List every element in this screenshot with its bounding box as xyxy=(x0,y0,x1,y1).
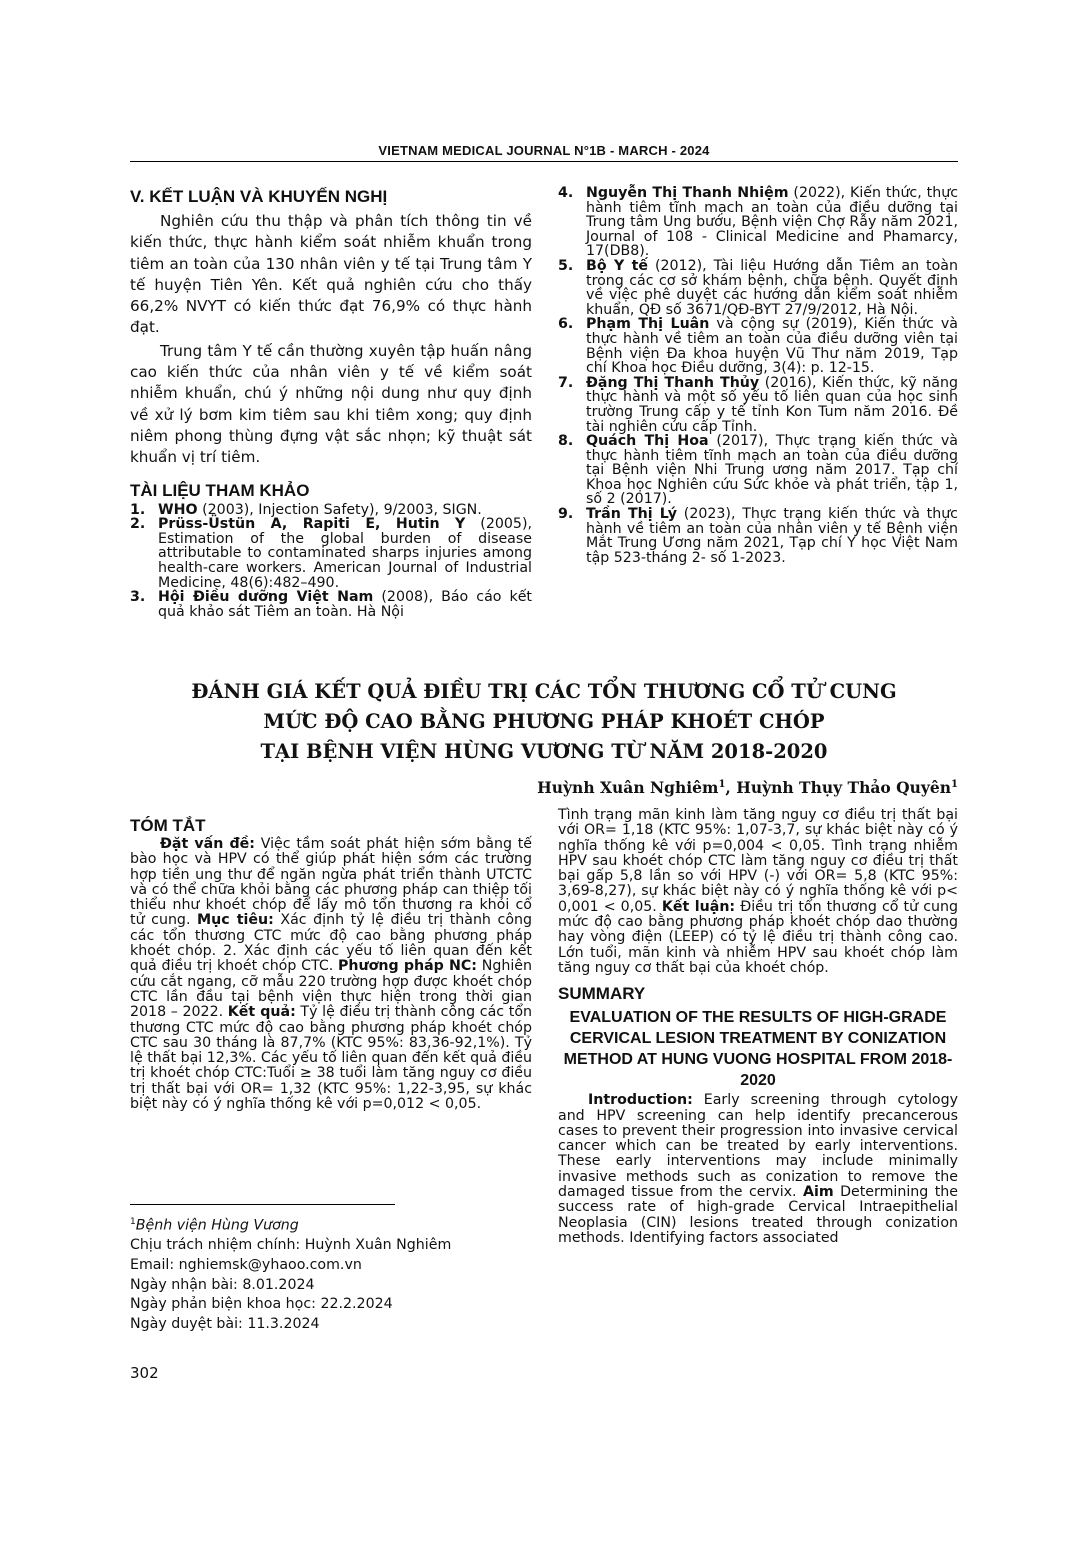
reference-item xyxy=(558,259,958,317)
reference-number: 1. xyxy=(130,501,146,518)
reference-details: (2005), Estimation of the global burden of disease attributable to contaminated sharps injuries among health-care workers. American Journal of Industrial Medicine, 48(6):482–490. xyxy=(158,516,532,591)
reference-number: 3. xyxy=(130,589,146,606)
footnote-email: Email: nghiemsk@yhaoo.com.vn xyxy=(130,1256,362,1273)
text-phuong-phap: Nghiên cứu cắt ngang, cỡ mẫu 220 trường hợp được khoét chóp CTC lần đầu tại bệnh viện thực hiện trong thời gian 2018 – 2022. xyxy=(130,958,532,1021)
reference-author: Phạm Thị Luân xyxy=(586,316,710,333)
authors xyxy=(537,778,958,797)
footnote-affiliation-text: Bệnh viện Hùng Vương xyxy=(135,1217,299,1234)
reference-item xyxy=(558,434,958,507)
references-heading: TÀI LIỆU THAM KHẢO xyxy=(130,480,310,500)
reference-text xyxy=(586,376,958,434)
footnote-received: Ngày nhận bài: 8.01.2024 xyxy=(130,1276,315,1293)
author-2: Huỳnh Thụy Thảo Quyên xyxy=(736,778,952,797)
author-separator: , xyxy=(725,778,737,797)
article-title-line-2: MỨC ĐỘ CAO BẰNG PHƯƠNG PHÁP KHOÉT CHÓP xyxy=(263,710,825,733)
article-title-line-3: TẠI BỆNH VIỆN HÙNG VƯƠNG TỪ NĂM 2018-2020 xyxy=(260,740,828,763)
footnote-rule xyxy=(130,1204,395,1205)
article-title-line-1: ĐÁNH GIÁ KẾT QUẢ ĐIỀU TRỊ CÁC TỔN THƯƠNG CỔ TỬ CUNG xyxy=(191,680,897,703)
reference-author: Bộ Y tế xyxy=(586,257,649,274)
reference-details: (2016), Kiến thức, kỹ năng thực hành và một số yếu tố liên quan của học sinh trường Trung cấp y tế tỉnh Kon Tum năm 2016. Đề tài nghiên cứu cấp Tỉnh. xyxy=(586,374,958,435)
reference-author: Trần Thị Lý xyxy=(586,506,678,523)
footnote-responsible: Chịu trách nhiệm chính: Huỳnh Xuân Nghiêm xyxy=(130,1237,452,1254)
journal-header: VIETNAM MEDICAL JOURNAL N°1B - MARCH - 2024 xyxy=(378,143,710,158)
conclusion-heading: V. KẾT LUẬN VÀ KHUYẾN NGHỊ xyxy=(130,187,388,206)
author-1: Huỳnh Xuân Nghiêm xyxy=(537,778,719,797)
reference-list-left xyxy=(130,503,532,620)
reference-number: 8. xyxy=(558,433,574,450)
abstract-right-column xyxy=(558,808,958,1246)
article-title xyxy=(130,677,958,767)
abstract-vi-continued xyxy=(558,808,958,976)
abstract-vi-body xyxy=(130,837,532,1112)
right-column-top xyxy=(558,186,958,565)
reference-item xyxy=(558,186,958,259)
reference-list-right xyxy=(558,186,958,565)
reference-number: 4. xyxy=(558,185,574,201)
label-introduction: Introduction: xyxy=(588,1092,693,1109)
reference-details: (2012), Tài liệu Hướng dẫn Tiêm an toàn trong các cơ sở khám bệnh, chữa bệnh. Quyết định về việc phê duyệt các hướng dẫn kiểm soát nhiễm khuẩn, QĐ số 3671/QĐ-BYT 27/9/2012, Hà Nội. xyxy=(586,257,958,318)
footnote xyxy=(130,1213,451,1334)
reference-text xyxy=(586,317,958,375)
abstract-vi-column xyxy=(130,816,532,1112)
text-ket-luan: Điều trị tổn thương cổ tử cung mức độ cao bằng phương pháp khoét chóp dao thường hay vòng điện (LEEP) có tỷ lệ điều trị thành công cao. Lớn tuổi, mãn kinh và nhiễm HPV sau khoét chóp làm tăng nguy cơ thất bại của khoét chóp. xyxy=(558,898,958,976)
abstract-vi-heading: TÓM TẮT xyxy=(130,816,206,835)
reference-number: 9. xyxy=(558,506,574,523)
reference-details: (2008), Báo cáo kết quả khảo sát Tiêm an toàn. Hà Nội xyxy=(158,589,532,620)
reference-details: (2022), Kiến thức, thực hành tiêm tĩnh mạch an toàn của điều dưỡng tại Trung tâm Ung bướu, Bệnh viện Chợ Rẫy năm 2021, Journal of 108 - Clinical Medicine and Phamarcy, 17(DB8). xyxy=(586,185,958,260)
left-column-top xyxy=(130,187,532,619)
text-introduction: Early screening through cytology and HPV screening can help identify precancerous cases to prevent their progression into invasive cervical cancer which can be treated by early interventions. These early interventions may include minimally invasive methods such as conization to remove the damaged tissue from the cervix. xyxy=(558,1092,958,1201)
reference-number: 5. xyxy=(558,257,574,274)
text-aim: Determining the success rate of high-grade Cervical Intraepithelial Neoplasia (CIN) lesions treated through conization methods. Identifying factors associated xyxy=(558,1184,958,1246)
label-aim: Aim xyxy=(803,1184,834,1201)
page-number: 302 xyxy=(130,1364,159,1382)
header-rule xyxy=(130,161,958,162)
reference-author: Prüss-Üstün A, Rapiti E, Hutin Y xyxy=(158,516,466,533)
summary-title: EVALUATION OF THE RESULTS OF HIGH-GRADE CERVICAL LESION TREATMENT BY CONIZATION METHOD AT HUNG VUONG HOSPITAL FROM 2018-2020 xyxy=(563,1009,953,1090)
reference-text xyxy=(158,503,532,518)
label-muc-tieu: Mục tiêu: xyxy=(197,912,274,929)
summary-heading: SUMMARY xyxy=(558,984,646,1004)
reference-number: 6. xyxy=(558,316,574,333)
reference-item xyxy=(558,317,958,375)
footnote-accepted: Ngày duyệt bài: 11.3.2024 xyxy=(130,1315,320,1332)
label-ket-luan: Kết luận: xyxy=(661,898,736,915)
reference-number: 2. xyxy=(130,516,146,533)
label-phuong-phap: Phương pháp NC: xyxy=(338,958,477,975)
reference-item xyxy=(130,503,532,518)
text-dat-van-de: Việc tầm soát phát hiện sớm bằng tế bào học và HPV có thể giúp phát hiện sớm các trường hợp tiền ung thư để ngăn ngừa phát triển thành UTCTC và có thể chữa khỏi bằng các phương pháp can thiệp tối thiểu như khoét chóp để lấy mô tổn thương ra khỏi cổ tử cung. xyxy=(130,836,532,929)
reference-details: (2023), Thực trạng kiến thức và thực hành về tiêm an toàn của nhân viên y tế Bệnh viện Mắt Trung Ương năm 2021, Tạp chí Y học Việt Nam tập 523-tháng 2- số 1-2023. xyxy=(586,506,958,566)
conclusion-paragraph-1: Nghiên cứu thu thập và phân tích thông tin về kiến thức, thực hành kiểm soát nhiễm khuẩn trong tiêm an toàn của 130 nhân viên y tế tại Trung tâm Y tế huyện Tiên Yên. Kết quả nghiên cứu cho thấy 66,2% NVYT có kiến thức đạt 76,9% có thực hành đạt. xyxy=(130,212,532,337)
affiliation-mark-2: 1 xyxy=(951,778,958,790)
reference-details: và cộng sự (2019), Kiến thức và thực hành về tiêm an toàn của điều dưỡng viên tại Bệnh viện Đa khoa huyện Vũ Thư năm 2019, Tạp chí Khoa học Điều dưỡng, 3(4): p. 12-15. xyxy=(586,316,958,377)
footnote-reviewed: Ngày phản biện khoa học: 22.2.2024 xyxy=(130,1296,393,1313)
conclusion-paragraph-2: Trung tâm Y tế cần thường xuyên tập huấn nâng cao kiến thức của nhân viên y tế về kiểm soát nhiễm khuẩn, chú ý những nội dung như quy định về xử lý bơm kim tiêm sau khi tiêm xong; quy định niêm phong thùng đựng vật sắc nhọn; kỹ thuật sát khuẩn vị trí tiêm. xyxy=(130,341,532,467)
text-muc-tieu: Xác định tỷ lệ điều trị thành công các tổn thương CTC mức độ cao bằng phương pháp khoét chóp. 2. Xác định các yếu tố liên quan đến kết quả điều trị khoét chóp CTC. xyxy=(130,912,533,975)
label-ket-qua: Kết quả: xyxy=(227,1004,296,1021)
reference-author: Nguyễn Thị Thanh Nhiệm xyxy=(586,185,789,201)
reference-item xyxy=(558,507,958,565)
reference-details: (2003), Injection Safety), 9/2003, SIGN. xyxy=(197,501,482,518)
reference-author: WHO xyxy=(158,501,198,518)
label-dat-van-de: Đặt vấn đề: xyxy=(160,836,255,852)
affiliation-mark-1: 1 xyxy=(718,778,726,790)
reference-text xyxy=(586,507,958,565)
reference-item xyxy=(558,376,958,434)
summary-body xyxy=(558,1093,958,1246)
reference-text xyxy=(586,259,958,317)
reference-author: Quách Thị Hoa xyxy=(586,433,709,450)
reference-text xyxy=(586,186,958,259)
reference-text xyxy=(158,517,532,590)
reference-details: (2017), Thực trạng kiến thức và thực hành tiêm tĩnh mạch an toàn của điều dưỡng tại Bệnh viện Nhi Trung ương năm 2017. Tạp chí Khoa học Nghiên cứu Sức khỏe và phát triển, tập 1, số 2 (2017). xyxy=(586,433,958,508)
reference-number: 7. xyxy=(558,374,574,391)
reference-text xyxy=(158,590,532,619)
text-ket-qua: Tỷ lệ điều trị thành công các tổn thương CTC mức độ cao bằng phương pháp khoét chóp CTC sau 30 tháng là 87,7% (KTC 95%: 83,36-92,1%). Tỷ lệ thất bại 12,3%. Các yếu tố liên quan đến kết quả điều trị khoét chóp CTC:Tuổi ≥ 38 tuổi làm tăng nguy cơ điều trị thất bại với OR= 1,32 (KTC 95%: 1,22-3,95, sự khác biệt này có ý nghĩa thống kê với p=0,012 < 0,05. xyxy=(130,1004,532,1113)
reference-item xyxy=(130,517,532,590)
reference-author: Hội Điều dưỡng Việt Nam xyxy=(158,589,374,606)
footnote-affiliation xyxy=(130,1213,451,1236)
reference-author: Đặng Thị Thanh Thủy xyxy=(586,374,760,391)
reference-text xyxy=(586,434,958,507)
text-abstract-cont: Tình trạng mãn kinh làm tăng nguy cơ điều trị thất bại với OR= 1,18 (KTC 95%: 1,07-3,7, sự khác biệt này có ý nghĩa thống kê với p=0,004 < 0,05. Tình trạng nhiễm HPV sau khoét chóp CTC làm tăng nguy cơ điều trị thất bại gấp 5,8 lần so với HPV (-) với OR= 5,8 (KTC 95%: 3,69-8,27), sự khác biệt này có ý nghĩa thống kê với p< 0,001 < 0,05. xyxy=(558,807,958,915)
footnote-affiliation-mark: 1 xyxy=(130,1217,136,1227)
reference-item xyxy=(130,590,532,619)
